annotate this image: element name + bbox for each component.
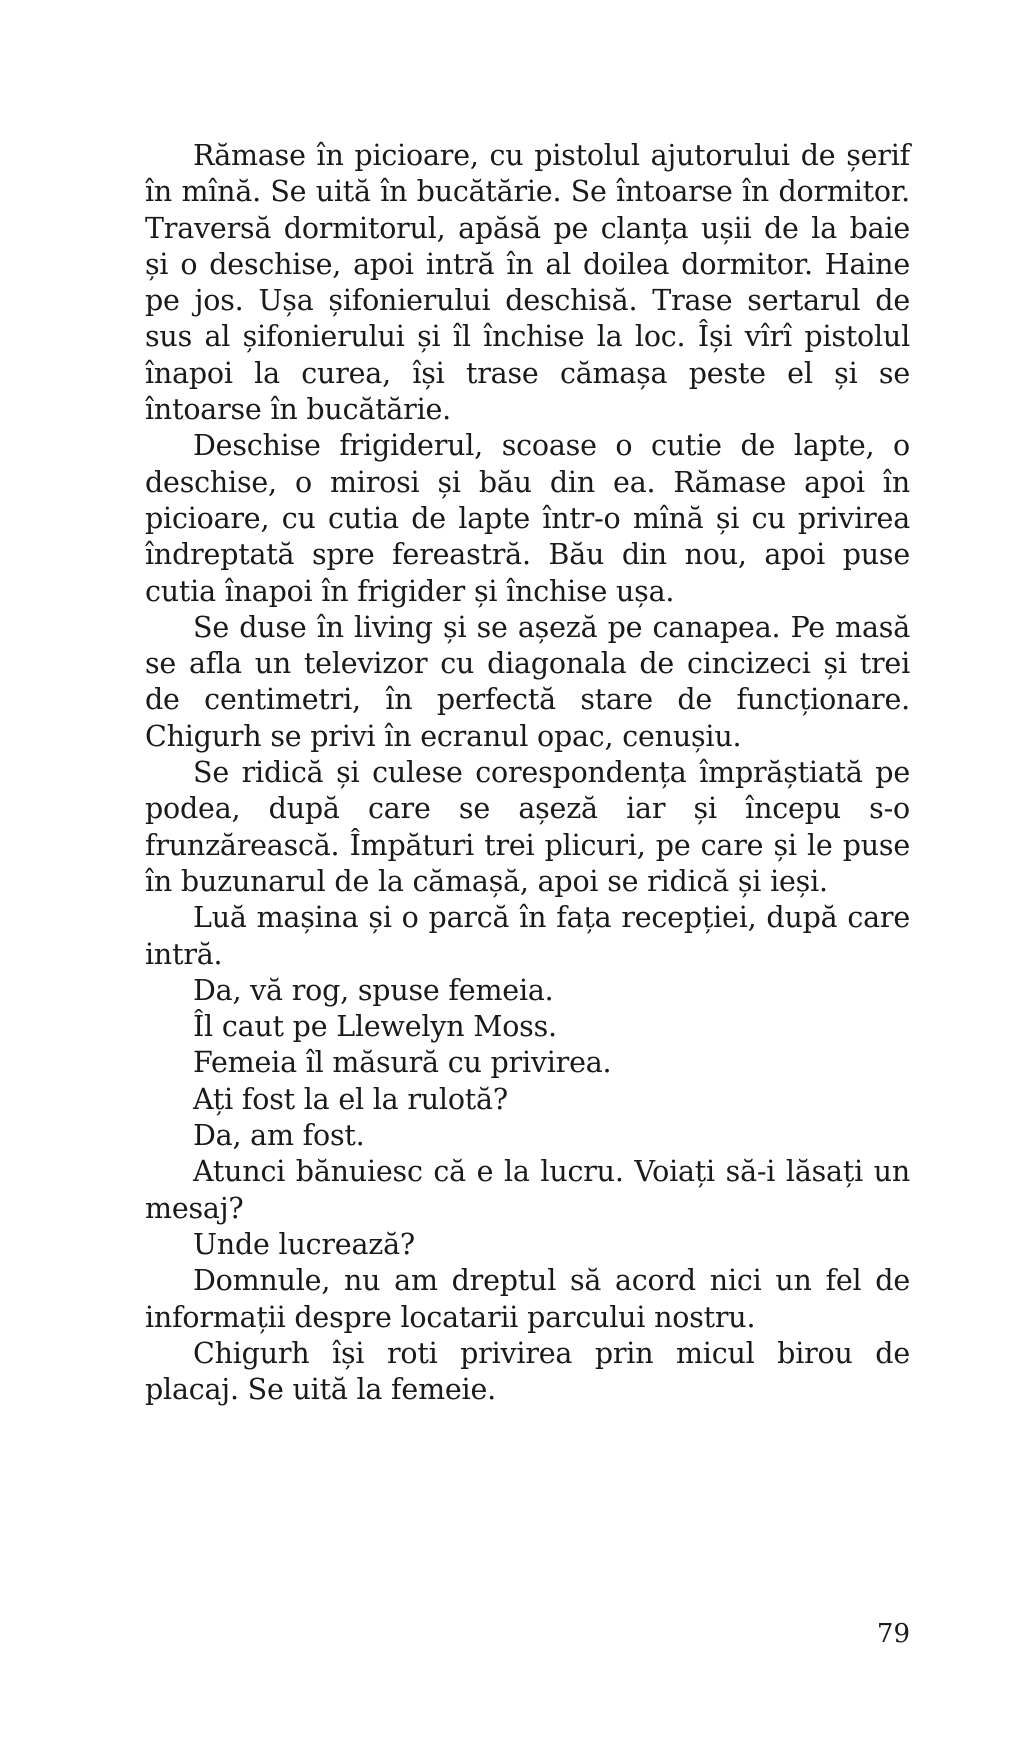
paragraph: Femeia îl măsură cu privirea. — [193, 1046, 612, 1080]
body-text — [145, 138, 910, 1408]
paragraph: Deschise frigiderul, scoase o cutie de lapte, o deschise, o mirosi și bău din ea. Rămase apoi în picioare, cu cutia de lapte într-o mînă și cu privirea îndreptată spre fereastră. Bău din nou, apoi puse cutia înapoi în frigider și închise ușa. — [145, 429, 910, 608]
dialogue-line: Da, am fost. — [193, 1119, 365, 1153]
dialogue-line: Ați fost la el la rulotă? — [193, 1082, 508, 1116]
page-number: 79 — [876, 1619, 910, 1649]
paragraph: Se ridică și culese corespondența împrăștiată pe podea, după care se așeză iar și începu s-o frunzărească. Împături trei plicuri, pe care și le puse în buzunarul de la cămașă, apoi se ridică și ieși. — [145, 756, 910, 898]
dialogue-line: Domnule, nu am dreptul să acord nici un fel de informații despre locatarii parcului nostru. — [145, 1264, 910, 1334]
paragraph: Se duse în living și se așeză pe canapea. Pe masă se afla un televizor cu diagonala de cincizeci și trei de centimetri, în perfectă stare de funcționare. Chigurh se privi în ecranul opac, cenușiu. — [145, 610, 910, 753]
dialogue-line: Unde lucrează? — [193, 1227, 415, 1261]
paragraph: Chigurh își roti privirea prin micul birou de placaj. Se uită la femeie. — [145, 1336, 910, 1407]
dialogue-line: Da, vă rog, spuse femeia. — [193, 973, 554, 1007]
paragraph: Luă mașina și o parcă în fața recepției, după care intră. — [145, 901, 910, 971]
dialogue-line: Îl caut pe Llewelyn Moss. — [193, 1010, 557, 1044]
dialogue-line: Atunci bănuiesc că e la lucru. Voiați să-i lăsați un mesaj? — [145, 1155, 910, 1225]
paragraph: Rămase în picioare, cu pistolul ajutorului de șerif în mînă. Se uită în bucătărie. Se întoarse în dormitor. Traversă dormitorul, apăsă pe clanța ușii de la baie și o deschise, apoi intră în al doilea dormitor. Haine pe jos. Ușa șifonierului deschisă. Trase sertarul de sus al șifonierului și îl închise la loc. Își vîrî pistolul înapoi la curea, își trase cămașa peste el și se întoarse în bucătărie. — [145, 139, 910, 427]
